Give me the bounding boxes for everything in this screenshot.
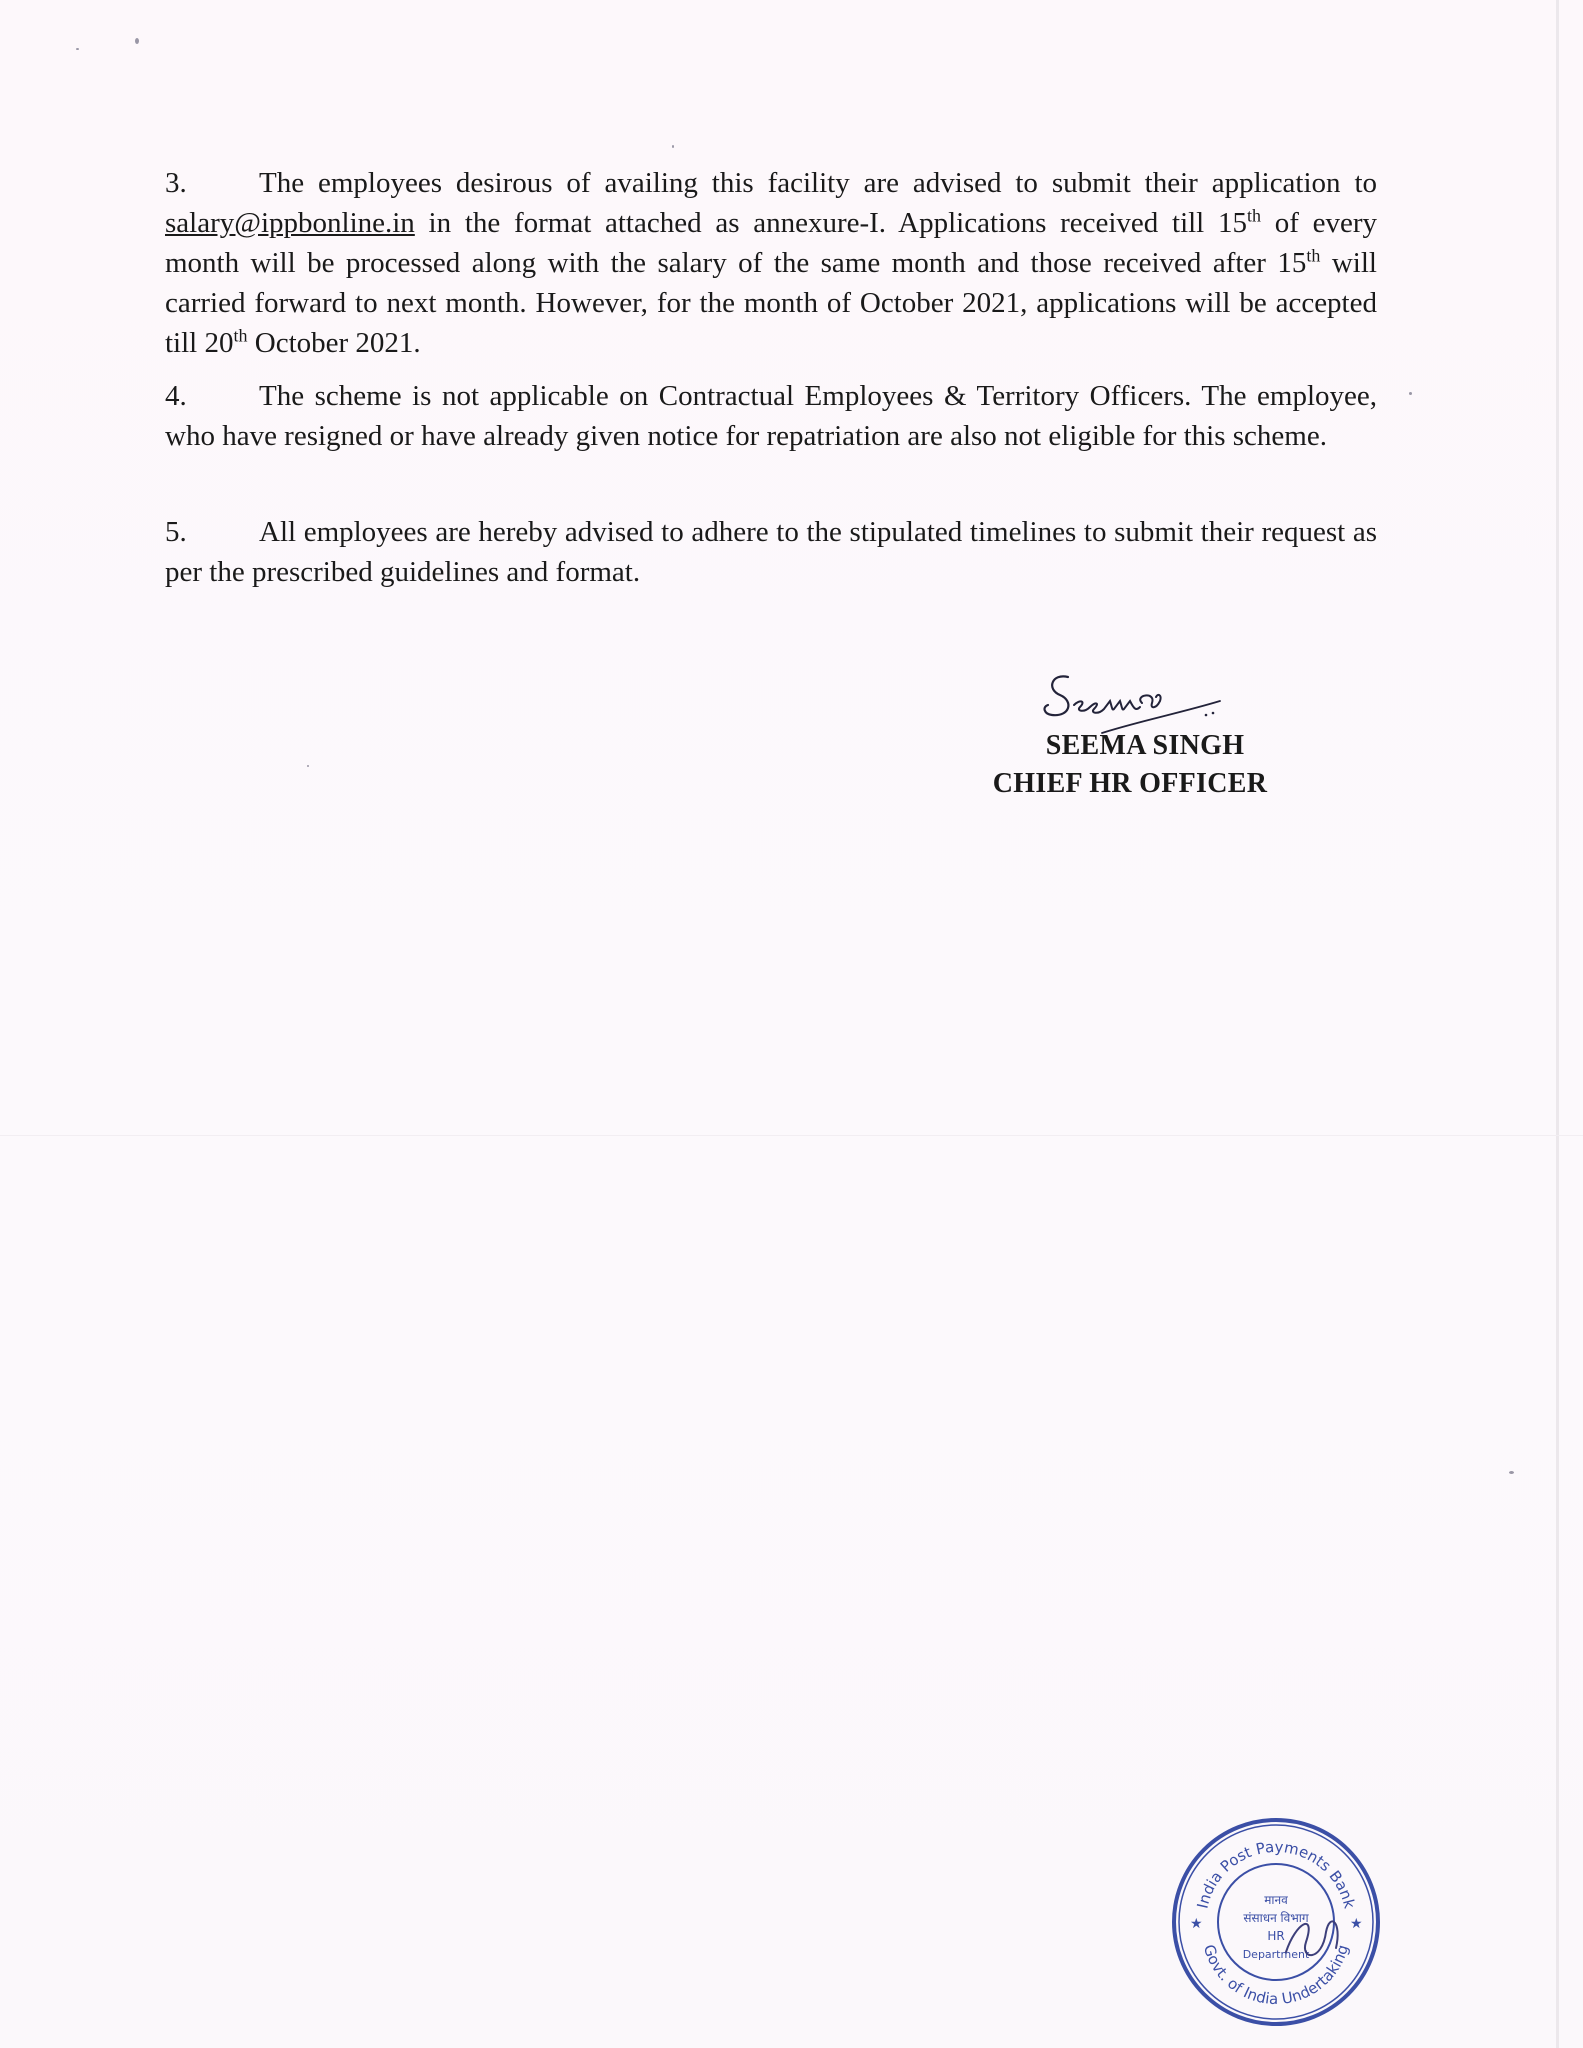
scan-speck — [76, 48, 79, 50]
scan-speck — [1409, 392, 1412, 395]
paragraph-text: of every month will be processed along with the salary of the same month and those received after 15 — [165, 207, 1377, 279]
paragraph-text: will carried forward to next month. However, for the month of October 2021, applications will be accepted till 20 — [165, 247, 1377, 359]
paragraph-text: October 2021. — [247, 327, 421, 359]
stamp-bottom-text: Govt. of India Undertaking — [1199, 1942, 1353, 2009]
signature-block — [960, 655, 1300, 803]
paragraph-4 — [165, 376, 1377, 456]
paragraph-text: The employees desirous of availing this facility are advised to submit their application to — [259, 167, 1377, 199]
signatory-name: SEEMA SINGH — [1045, 730, 1245, 761]
ordinal-suffix: th — [233, 325, 248, 346]
star-icon: ★ — [1350, 1916, 1363, 1932]
handwritten-signature — [1030, 655, 1230, 735]
scan-speck — [672, 145, 674, 148]
paragraph-text: All employees are hereby advised to adhere to the stipulated timelines to submit their request as per the prescribed guidelines and format. — [165, 516, 1377, 588]
scan-speck — [1509, 1471, 1514, 1474]
paragraph-number: 3. — [165, 167, 187, 199]
ordinal-suffix: th — [1306, 245, 1321, 266]
hr-department-stamp — [1166, 1812, 1386, 2032]
paragraph-text: The scheme is not applicable on Contractual Employees & Territory Officers. The employee, who have resigned or have already given notice for repatriation are also not eligible for this scheme. — [165, 380, 1377, 452]
stamp-inner-line-1: मानव — [1264, 1893, 1288, 1907]
paragraph-number: 5. — [165, 516, 187, 548]
paragraph-3 — [165, 163, 1377, 363]
paragraph-text: in the format attached as annexure-I. Applications received till 15 — [414, 207, 1247, 239]
paragraph-number: 4. — [165, 380, 187, 412]
scan-speck — [135, 38, 139, 44]
stamp-inner-line-4: Department — [1242, 1948, 1310, 1961]
paragraph-5 — [165, 512, 1377, 592]
ordinal-suffix: th — [1246, 205, 1261, 226]
email-link[interactable]: salary@ippbonline.in — [165, 207, 415, 239]
stamp-inner-line-2: संसाधन विभाग — [1243, 1911, 1309, 1925]
stamp-top-text: India Post Payments Bank — [1193, 1837, 1359, 1911]
star-icon: ★ — [1190, 1916, 1203, 1932]
fold-line — [0, 1135, 1583, 1136]
signatory-title: CHIEF HR OFFICER — [992, 768, 1268, 799]
scan-edge — [1556, 0, 1559, 2048]
scan-speck — [307, 765, 309, 767]
stamp-inner-line-3: HR — [1267, 1929, 1285, 1943]
